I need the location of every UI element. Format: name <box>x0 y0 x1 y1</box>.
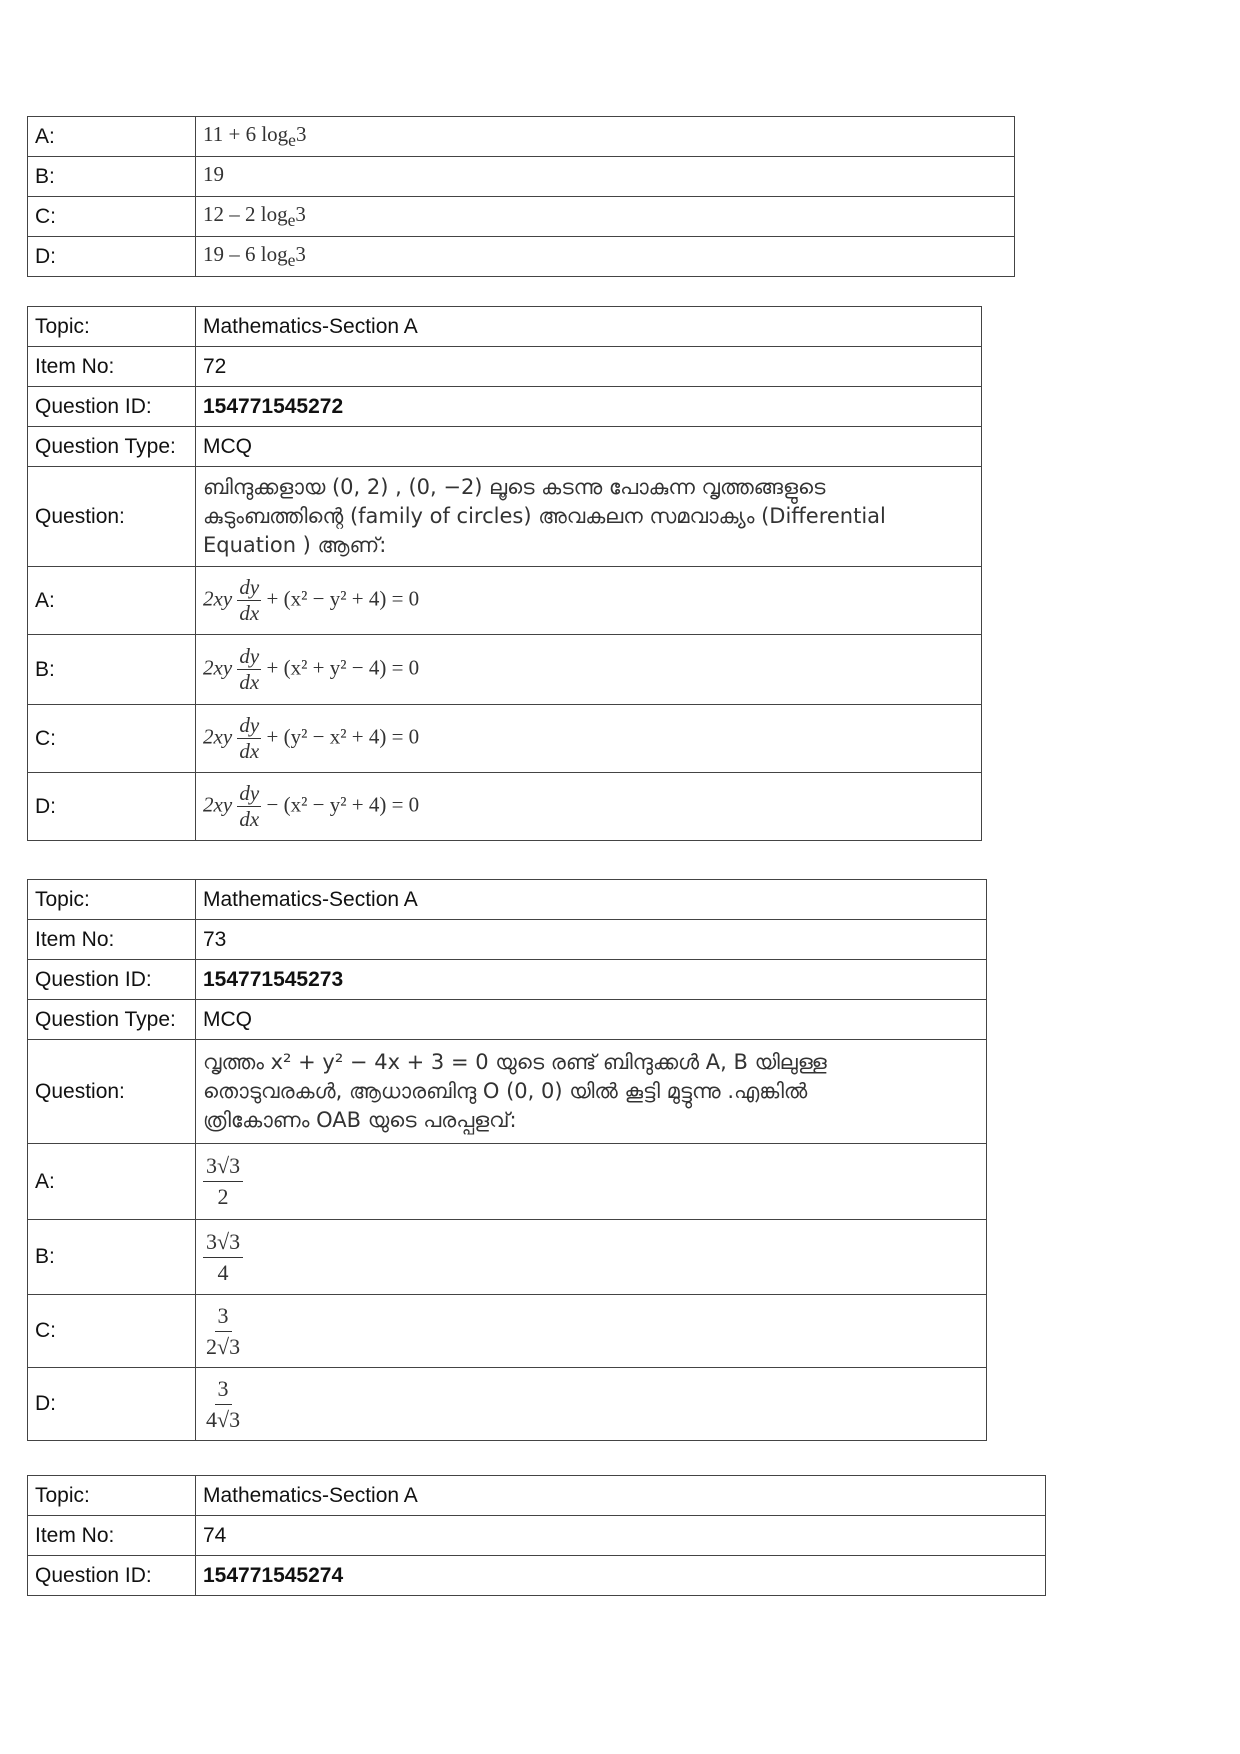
option-fraction: $\frac{3}{2√3}$ <box>206 1302 241 1359</box>
question-id-value: 154771545272 <box>196 387 982 427</box>
derivative-fraction: $\frac{dy}{dx}$ <box>239 575 260 625</box>
option-row-d <box>28 1368 987 1441</box>
option-fraction: $\frac{3}{4√3}$ <box>206 1375 241 1432</box>
option-value: 12 – 2 $\log_e3$ <box>196 197 1015 237</box>
option-row-c <box>28 197 1015 237</box>
option-row-b <box>28 1220 987 1295</box>
option-label: C: <box>28 197 196 237</box>
option-row-a <box>28 1144 987 1220</box>
topic-row <box>28 307 982 347</box>
question-table-74 <box>27 1475 1046 1596</box>
question-label: Question: <box>28 467 196 567</box>
topic-value: Mathematics-Section A <box>196 880 987 920</box>
question-id-row <box>28 960 987 1000</box>
question-table-73 <box>27 879 987 1441</box>
question-table-72 <box>27 306 982 841</box>
topic-row <box>28 880 987 920</box>
option-fraction-cell <box>196 1220 987 1295</box>
question-line: ബിന്ദുക്കളായ (0, 2) , (0, −2) ലൂടെ കടന്നു പോകുന്ന വൃത്തങ്ങളുടെ <box>203 475 826 499</box>
question-id-label: Question ID: <box>28 387 196 427</box>
question-id-row <box>28 387 982 427</box>
question-text <box>196 467 982 567</box>
question-type-label: Question Type: <box>28 1000 196 1040</box>
option-row-c <box>28 1295 987 1368</box>
derivative-fraction: $\frac{dy}{dx}$ <box>239 781 260 831</box>
option-equation: 2xy $\frac{dy}{dx}$ + (x² − y² + 4) = 0 <box>196 567 982 635</box>
option-row-d <box>28 237 1015 277</box>
option-row-d <box>28 773 982 841</box>
option-label: B: <box>28 1220 196 1295</box>
option-label: C: <box>28 705 196 773</box>
question-line: വൃത്തം x² + y² − 4x + 3 = 0 യുടെ രണ്ട് ബിന്ദുക്കൾ A, B യിലുള്ള <box>203 1050 827 1074</box>
question-line: തൊടുവരകൾ, ആധാരബിന്ദു O (0, 0) യിൽ കൂട്ടി മുട്ടുന്നു .എങ്കിൽ <box>203 1079 808 1103</box>
item-no-label: Item No: <box>28 347 196 387</box>
item-no-value: 73 <box>196 920 987 960</box>
question-type-value: MCQ <box>196 427 982 467</box>
option-row-b <box>28 635 982 705</box>
question-type-row <box>28 427 982 467</box>
question-row <box>28 1040 987 1144</box>
question-type-label: Question Type: <box>28 427 196 467</box>
option-fraction: $\frac{3√3}{2}$ <box>203 1155 243 1208</box>
question-line: ത്രികോണം OAB യുടെ പരപ്പളവ്: <box>203 1108 517 1132</box>
option-fraction-cell <box>196 1295 987 1368</box>
topic-label: Topic: <box>28 880 196 920</box>
question-type-row <box>28 1000 987 1040</box>
option-value: 11 + 6 $\log_e3$ <box>196 117 1015 157</box>
prev-options-table <box>27 116 1015 277</box>
option-fraction: $\frac{3√3}{4}$ <box>203 1231 243 1284</box>
option-equation: 2xy $\frac{dy}{dx}$ − (x² − y² + 4) = 0 <box>196 773 982 841</box>
question-id-label: Question ID: <box>28 1556 196 1596</box>
item-no-row <box>28 920 987 960</box>
item-no-row <box>28 1516 1046 1556</box>
item-no-value: 74 <box>196 1516 1046 1556</box>
question-row <box>28 467 982 567</box>
option-equation: 2xy $\frac{dy}{dx}$ + (y² − x² + 4) = 0 <box>196 705 982 773</box>
question-label: Question: <box>28 1040 196 1144</box>
option-row-a <box>28 117 1015 157</box>
topic-label: Topic: <box>28 307 196 347</box>
option-label: A: <box>28 567 196 635</box>
derivative-fraction: $\frac{dy}{dx}$ <box>239 644 260 694</box>
question-line: കുടുംബത്തിന്റെ (family of circles) അവകലന സമവാക്യം (Differential <box>203 504 886 528</box>
topic-value: Mathematics-Section A <box>196 1476 1046 1516</box>
topic-label: Topic: <box>28 1476 196 1516</box>
item-no-label: Item No: <box>28 1516 196 1556</box>
item-no-label: Item No: <box>28 920 196 960</box>
question-id-row <box>28 1556 1046 1596</box>
option-equation: 2xy $\frac{dy}{dx}$ + (x² + y² − 4) = 0 <box>196 635 982 705</box>
option-label: C: <box>28 1295 196 1368</box>
derivative-fraction: $\frac{dy}{dx}$ <box>239 713 260 763</box>
option-label: D: <box>28 237 196 277</box>
option-value: 19 <box>196 157 1015 197</box>
option-label: B: <box>28 157 196 197</box>
question-id-value: 154771545273 <box>196 960 987 1000</box>
item-no-row <box>28 347 982 387</box>
question-id-label: Question ID: <box>28 960 196 1000</box>
option-label: D: <box>28 1368 196 1441</box>
topic-row <box>28 1476 1046 1516</box>
option-row-c <box>28 705 982 773</box>
option-label: A: <box>28 117 196 157</box>
option-row-b <box>28 157 1015 197</box>
question-line: Equation ) ആണ്: <box>203 533 387 557</box>
option-value: 19 – 6 $\log_e3$ <box>196 237 1015 277</box>
topic-value: Mathematics-Section A <box>196 307 982 347</box>
option-row-a <box>28 567 982 635</box>
item-no-value: 72 <box>196 347 982 387</box>
option-label: D: <box>28 773 196 841</box>
option-fraction-cell <box>196 1368 987 1441</box>
question-id-value: 154771545274 <box>196 1556 1046 1596</box>
option-label: B: <box>28 635 196 705</box>
option-label: A: <box>28 1144 196 1220</box>
option-fraction-cell <box>196 1144 987 1220</box>
question-type-value: MCQ <box>196 1000 987 1040</box>
question-text <box>196 1040 987 1144</box>
